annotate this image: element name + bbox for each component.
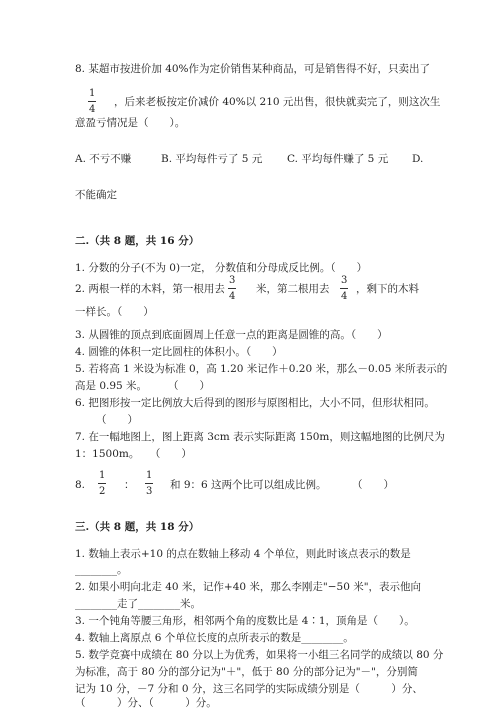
q8-option-a: A. 不亏不赚	[75, 153, 132, 165]
sec3-question-3: 3. 一个钝角等腰三角形，相邻两个角的度数比是 4∶1，顶角是（ ）。	[75, 615, 415, 627]
sec3-question-4: 4. 数轴上离原点 6 个单位长度的点所表示的数是________。	[75, 632, 354, 644]
fraction-bar	[145, 483, 153, 484]
sec2-question-8-text: 和 9：6 这两个比可以组成比例。	[170, 479, 327, 491]
sec2-q2-fraction-1-numerator: 3	[229, 275, 236, 286]
sec3-question-5-line-1: 5. 数学竞赛中成绩在 80 分以上为优秀，如果将一小组三名同学的成绩以 80 分	[75, 649, 444, 661]
sec2-question-7-line-1: 7. 在一幅地图上，图上距离 3cm 表示实际距离 150m，则这幅地图的比例尺为	[75, 431, 445, 443]
sec2-question-8-number: 8.	[75, 479, 86, 491]
sec2-q2-fraction-1	[228, 275, 236, 302]
sec2-q2-fraction-2-denominator: 4	[341, 291, 348, 302]
q8-line-3: 意盈亏情况是（ ）。	[75, 117, 186, 129]
sec2-question-5-line-2: 高是 0.95 米。 （ ）	[75, 380, 211, 392]
sec2-q8-fraction-1-numerator: 1	[99, 470, 106, 481]
sec3-question-1-line-2: ________。	[75, 564, 128, 576]
sec2-question-5-line-1: 5. 若将高 1 米设为标准 0，高 1.20 米记作＋0.20 米，那么－0.05 米所表示的	[75, 363, 448, 375]
sec3-question-5-line-2: 为标准，高于 80 分的部分记为"＋"，低于 80 分的部分记为"－"，分别简	[75, 666, 418, 678]
fraction-bar	[340, 288, 348, 289]
sec2-q2-fraction-1-denominator: 4	[229, 291, 236, 302]
sec2-q8-fraction-2	[145, 470, 153, 497]
sec3-question-2-line-2: ________走了________米。	[75, 598, 201, 610]
sec2-question-4: 4. 圆锥的体积一定比圆柱的体积小。（ ）	[75, 346, 283, 358]
sec2-question-2-part-a: 2. 两根一样的木料，第一根用去	[75, 283, 225, 295]
sec3-question-5-line-3: 记为 10 分，－7 分和 0 分，这三名同学的实际成绩分别是（ ）分、	[75, 683, 423, 695]
q8-option-b: B. 平均每件亏了 5 元	[161, 153, 263, 165]
sec2-question-6-line-2: （ ）	[96, 414, 138, 426]
sec2-q2-fraction-2	[340, 275, 348, 302]
sec3-question-5-line-4: （ ）分、（ ）分。	[75, 697, 217, 709]
fraction-bar	[228, 288, 236, 289]
sec2-question-8-answer-paren: （ ）	[352, 479, 394, 491]
sec2-q8-fraction-2-denominator: 3	[146, 486, 153, 497]
q8-fraction	[88, 88, 96, 115]
sec2-q8-colon: ：	[124, 479, 135, 491]
q8-fraction-denominator: 4	[89, 104, 96, 115]
sec2-question-2-part-b: 米，第二根用去	[256, 283, 330, 295]
sec2-question-3: 3. 从圆锥的顶点到底面圆周上任意一点的距离是圆锥的高。（ ）	[75, 329, 388, 341]
sec3-question-2-line-1: 2. 如果小明向北走 40 米，记作+40 米，那么李刚走"−50 米"，表示他向	[75, 581, 422, 593]
fraction-bar	[98, 483, 106, 484]
section-2-title: 二.（共 8 题，共 16 分）	[75, 235, 200, 247]
q8-option-d: D.	[412, 153, 424, 165]
sec2-q8-fraction-1	[98, 470, 106, 497]
sec2-question-1: 1. 分数的分子(不为 0)一定， 分数值和分母成反比例。（ ）	[75, 262, 368, 274]
q8-fraction-numerator: 1	[89, 88, 96, 99]
sec2-q8-fraction-2-numerator: 1	[146, 470, 153, 481]
sec2-question-2-part-c: ，剩下的木料	[356, 283, 419, 295]
fraction-bar	[88, 101, 96, 102]
sec3-question-1-line-1: 1. 数轴上表示+10 的点在数轴上移动 4 个单位，则此时该点表示的数是	[75, 548, 411, 560]
sec2-question-2-part-d: 一样长。（ ）	[75, 306, 154, 318]
sec2-q2-fraction-2-numerator: 3	[341, 275, 348, 286]
q8-line-2: ，后来老板按定价减价 40%以 210 元出售，很快就卖完了，则这次生	[114, 96, 441, 108]
sec2-q8-fraction-1-denominator: 2	[99, 486, 106, 497]
q8-option-c: C. 平均每件赚了 5 元	[287, 153, 389, 165]
section-3-title: 三.（共 8 题，共 18 分）	[75, 521, 200, 533]
sec2-question-7-line-2: 1：1500m。 （ ）	[75, 448, 192, 460]
q8-option-d-continued: 不能确定	[75, 189, 117, 201]
sec2-question-6-line-1: 6. 把图形按一定比例放大后得到的图形与原图相比，大小不同，但形状相同。	[75, 397, 435, 409]
q8-line-1: 8. 某超市按进价加 40%作为定价销售某种商品，可是销售得不好，只卖出了	[75, 63, 431, 75]
